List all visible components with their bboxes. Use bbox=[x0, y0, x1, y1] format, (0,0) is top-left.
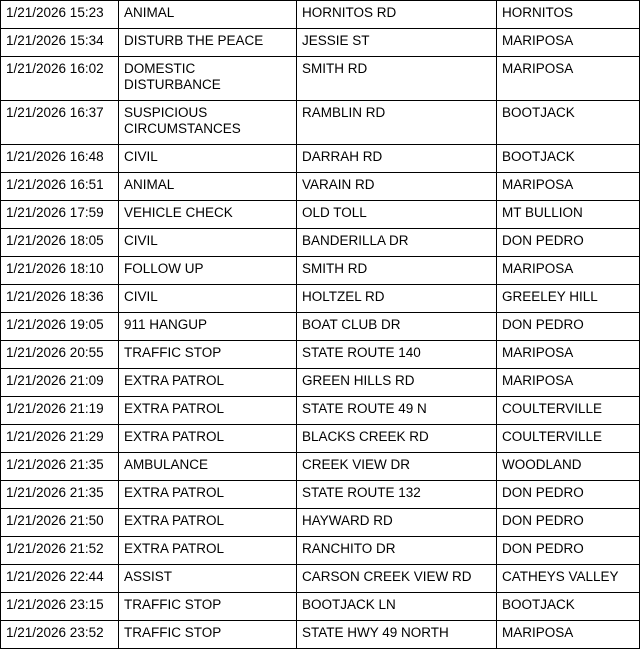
call-type-cell: CIVIL bbox=[119, 145, 297, 173]
call-location-cell: RAMBLIN RD bbox=[297, 101, 497, 145]
call-location-cell: RANCHITO DR bbox=[297, 537, 497, 565]
call-datetime-cell: 1/21/2026 21:35 bbox=[1, 481, 119, 509]
call-city-cell: GREELEY HILL bbox=[497, 285, 640, 313]
call-location-cell: STATE ROUTE 49 N bbox=[297, 397, 497, 425]
call-location-cell: OLD TOLL bbox=[297, 201, 497, 229]
call-log-body bbox=[1, 1, 640, 649]
call-city-cell: DON PEDRO bbox=[497, 229, 640, 257]
call-location-cell: STATE ROUTE 140 bbox=[297, 341, 497, 369]
call-datetime-cell: 1/21/2026 21:29 bbox=[1, 425, 119, 453]
call-location-cell: HORNITOS RD bbox=[297, 1, 497, 29]
call-datetime-cell: 1/21/2026 22:44 bbox=[1, 565, 119, 593]
table-row bbox=[1, 341, 640, 369]
call-type-cell: EXTRA PATROL bbox=[119, 425, 297, 453]
call-type-cell: CIVIL bbox=[119, 229, 297, 257]
call-datetime-cell: 1/21/2026 21:09 bbox=[1, 369, 119, 397]
table-row bbox=[1, 453, 640, 481]
call-location-cell: HAYWARD RD bbox=[297, 509, 497, 537]
call-city-cell: DON PEDRO bbox=[497, 509, 640, 537]
call-location-cell: CARSON CREEK VIEW RD bbox=[297, 565, 497, 593]
table-row bbox=[1, 509, 640, 537]
table-row bbox=[1, 285, 640, 313]
call-city-cell: MARIPOSA bbox=[497, 29, 640, 57]
call-city-cell: COULTERVILLE bbox=[497, 425, 640, 453]
call-type-cell: AMBULANCE bbox=[119, 453, 297, 481]
call-city-cell: MARIPOSA bbox=[497, 257, 640, 285]
table-row bbox=[1, 369, 640, 397]
table-row bbox=[1, 29, 640, 57]
call-location-cell: HOLTZEL RD bbox=[297, 285, 497, 313]
call-city-cell: DON PEDRO bbox=[497, 313, 640, 341]
call-city-cell: WOODLAND bbox=[497, 453, 640, 481]
call-location-cell: SMITH RD bbox=[297, 257, 497, 285]
table-row bbox=[1, 425, 640, 453]
call-city-cell: CATHEYS VALLEY bbox=[497, 565, 640, 593]
call-type-cell: CIVIL bbox=[119, 285, 297, 313]
call-type-cell: DOMESTIC DISTURBANCE bbox=[119, 57, 297, 101]
call-city-cell: BOOTJACK bbox=[497, 145, 640, 173]
call-datetime-cell: 1/21/2026 21:52 bbox=[1, 537, 119, 565]
call-datetime-cell: 1/21/2026 16:37 bbox=[1, 101, 119, 145]
call-type-cell: ANIMAL bbox=[119, 173, 297, 201]
table-row bbox=[1, 229, 640, 257]
table-row bbox=[1, 397, 640, 425]
call-city-cell: MARIPOSA bbox=[497, 621, 640, 649]
call-datetime-cell: 1/21/2026 19:05 bbox=[1, 313, 119, 341]
call-city-cell: MARIPOSA bbox=[497, 369, 640, 397]
call-location-cell: STATE ROUTE 132 bbox=[297, 481, 497, 509]
call-type-cell: EXTRA PATROL bbox=[119, 481, 297, 509]
call-type-cell: TRAFFIC STOP bbox=[119, 593, 297, 621]
call-datetime-cell: 1/21/2026 18:05 bbox=[1, 229, 119, 257]
call-type-cell: DISTURB THE PEACE bbox=[119, 29, 297, 57]
call-city-cell: MARIPOSA bbox=[497, 173, 640, 201]
call-city-cell: BOOTJACK bbox=[497, 593, 640, 621]
call-type-cell: EXTRA PATROL bbox=[119, 397, 297, 425]
call-datetime-cell: 1/21/2026 21:35 bbox=[1, 453, 119, 481]
table-row bbox=[1, 145, 640, 173]
call-datetime-cell: 1/21/2026 16:48 bbox=[1, 145, 119, 173]
table-row bbox=[1, 101, 640, 145]
table-row bbox=[1, 1, 640, 29]
call-type-cell: FOLLOW UP bbox=[119, 257, 297, 285]
call-city-cell: MT BULLION bbox=[497, 201, 640, 229]
call-type-cell: SUSPICIOUS CIRCUMSTANCES bbox=[119, 101, 297, 145]
call-type-cell: VEHICLE CHECK bbox=[119, 201, 297, 229]
call-type-cell: ANIMAL bbox=[119, 1, 297, 29]
call-datetime-cell: 1/21/2026 21:50 bbox=[1, 509, 119, 537]
call-datetime-cell: 1/21/2026 16:02 bbox=[1, 57, 119, 101]
table-row bbox=[1, 593, 640, 621]
call-city-cell: MARIPOSA bbox=[497, 57, 640, 101]
call-type-cell: EXTRA PATROL bbox=[119, 537, 297, 565]
call-location-cell: DARRAH RD bbox=[297, 145, 497, 173]
call-datetime-cell: 1/21/2026 20:55 bbox=[1, 341, 119, 369]
call-datetime-cell: 1/21/2026 21:19 bbox=[1, 397, 119, 425]
table-row bbox=[1, 173, 640, 201]
table-row bbox=[1, 57, 640, 101]
call-location-cell: GREEN HILLS RD bbox=[297, 369, 497, 397]
call-location-cell: VARAIN RD bbox=[297, 173, 497, 201]
call-location-cell: BOAT CLUB DR bbox=[297, 313, 497, 341]
table-row bbox=[1, 257, 640, 285]
call-type-cell: EXTRA PATROL bbox=[119, 369, 297, 397]
call-city-cell: DON PEDRO bbox=[497, 481, 640, 509]
call-datetime-cell: 1/21/2026 15:23 bbox=[1, 1, 119, 29]
call-location-cell: JESSIE ST bbox=[297, 29, 497, 57]
call-datetime-cell: 1/21/2026 18:10 bbox=[1, 257, 119, 285]
call-datetime-cell: 1/21/2026 23:15 bbox=[1, 593, 119, 621]
call-location-cell: BANDERILLA DR bbox=[297, 229, 497, 257]
call-type-cell: TRAFFIC STOP bbox=[119, 341, 297, 369]
call-type-cell: ASSIST bbox=[119, 565, 297, 593]
call-location-cell: CREEK VIEW DR bbox=[297, 453, 497, 481]
call-location-cell: BOOTJACK LN bbox=[297, 593, 497, 621]
table-row bbox=[1, 201, 640, 229]
call-datetime-cell: 1/21/2026 18:36 bbox=[1, 285, 119, 313]
table-row bbox=[1, 481, 640, 509]
table-row bbox=[1, 565, 640, 593]
call-type-cell: TRAFFIC STOP bbox=[119, 621, 297, 649]
call-location-cell: SMITH RD bbox=[297, 57, 497, 101]
call-type-cell: EXTRA PATROL bbox=[119, 509, 297, 537]
call-location-cell: BLACKS CREEK RD bbox=[297, 425, 497, 453]
call-city-cell: DON PEDRO bbox=[497, 537, 640, 565]
call-city-cell: HORNITOS bbox=[497, 1, 640, 29]
call-city-cell: BOOTJACK bbox=[497, 101, 640, 145]
call-datetime-cell: 1/21/2026 16:51 bbox=[1, 173, 119, 201]
call-location-cell: STATE HWY 49 NORTH bbox=[297, 621, 497, 649]
call-city-cell: COULTERVILLE bbox=[497, 397, 640, 425]
call-datetime-cell: 1/21/2026 17:59 bbox=[1, 201, 119, 229]
call-type-cell: 911 HANGUP bbox=[119, 313, 297, 341]
table-row bbox=[1, 621, 640, 649]
table-row bbox=[1, 537, 640, 565]
table-row bbox=[1, 313, 640, 341]
call-datetime-cell: 1/21/2026 23:52 bbox=[1, 621, 119, 649]
call-datetime-cell: 1/21/2026 15:34 bbox=[1, 29, 119, 57]
call-city-cell: MARIPOSA bbox=[497, 341, 640, 369]
